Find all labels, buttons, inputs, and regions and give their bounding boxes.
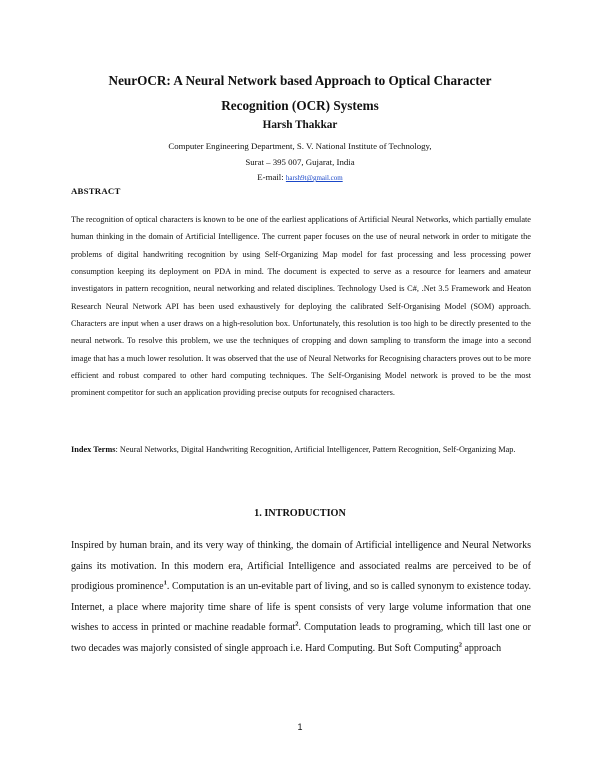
author-name: Harsh Thakkar: [262, 119, 338, 131]
abstract-heading: ABSTRACT: [71, 186, 121, 196]
author-affiliation: [60, 139, 540, 187]
email-label: E-mail:: [257, 172, 286, 182]
intro-sentence-3: . Computation leads to programing, which till last one or two decades was majorly consisted of single approach i.e. Hard Computing. But Soft Computing: [71, 622, 531, 654]
footnote-ref-2: 2: [295, 621, 299, 629]
page-number: 1: [297, 722, 303, 732]
email-line: [60, 170, 540, 187]
introduction-text: [71, 536, 531, 660]
introduction-heading: 1. INTRODUCTION: [254, 508, 346, 519]
affiliation-line-1: Computer Engineering Department, S. V. National Institute of Technology,: [168, 141, 432, 151]
affiliation-line-2: Surat – 395 007, Gujarat, India: [245, 156, 355, 167]
intro-sentence-4: approach: [461, 642, 502, 654]
intro-sentence-1: Inspired by human brain, and its very way of thinking, the domain of Artificial intelligence and Neural Networks gains its motivation. In this modern era, Artificial Intelligence and associated realms are perceived to be of prodigious prominence: [71, 540, 531, 593]
footnote-ref-1: 1: [163, 579, 167, 587]
index-terms: [71, 441, 531, 459]
title-line-2: Recognition (OCR) Systems: [221, 98, 379, 113]
footnote-ref-3: 2: [458, 641, 462, 649]
title-line-1: NeurOCR: A Neural Network based Approach to Optical Character: [108, 73, 492, 88]
email-link[interactable]: harsh9t@gmail.com: [285, 174, 343, 182]
index-terms-text: : Neural Networks, Digital Handwriting Recognition, Artificial Intelligencer, Pattern Recognition, Self-Organizing Map.: [115, 445, 516, 454]
paper-title: [60, 68, 540, 118]
abstract-text: The recognition of optical characters is known to be one of the earliest applications of Artificial Neural Networks, which partially emulate human thinking in the domain of Artificial Intelligence. The current paper focuses on the use of neural network in order to mitigate the problems of digital handwriting recognition by using Self-Organizing Map model for fast processing and less processing power consumption keeping its deployment on PDA in mind. The document is expected to serve as a resource for learners and amateur investigators in pattern recognition, neural networking and related disciplines. Technology Used is C#, .Net 3.5 Framework and Heaton Research Neural Network API has been used exhaustively for deploying the calibrated Self-Organising Model (SOM) approach. Characters are input when a user draws on a high-resolution box. Unfortunately, this resolution is too high to be directly presented to the neural network. To resolve this problem, we use the techniques of cropping and down sampling to transform the image into a second image that has a much lower resolution. It was observed that the use of Neural Networks for Recognising characters proves out to be more efficient and robust compared to other hard computing techniques. The Self-Organising Model network is proved to be the most prominent competitor for such an application providing precise outputs for recognised characters.: [71, 215, 531, 398]
index-terms-label: Index Terms: [71, 445, 116, 454]
intro-sentence-2: . Computation is an un-evitable part of living, and so is called synonym to existence today. Internet, a place where majority time share of life is spent consists of very large volume information that one wishes to access in printed or machine readable format: [71, 581, 531, 634]
